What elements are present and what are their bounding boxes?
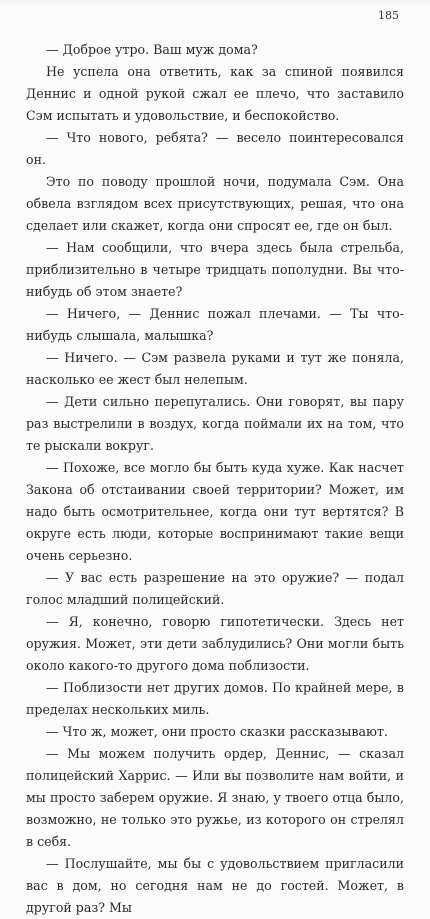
paragraph: — Дети сильно перепугались. Они говорят, вы пару раз выстрелили в воздух, когда поймали их на том, что те рыскали вокруг.	[26, 394, 404, 453]
paragraph: — Я, конечно, говорю гипотетически. Здесь нет оружия. Может, эти дети заблудились? Они могли быть около какого-то другого дома поблизости.	[26, 614, 404, 673]
paragraph: — Поблизости нет других домов. По крайней мере, в пределах нескольких миль.	[26, 680, 404, 717]
paragraph: — Мы можем получить ордер, Деннис, — сказал полицейский Харрис. — Или вы позволите нам войти, и мы просто заберем оружие. Я знаю, у твоего отца было, возможно, не только это ружье, из которого он стрелял в себя.	[26, 746, 404, 849]
body-text	[26, 39, 404, 919]
paragraph: — Что нового, ребята? — весело поинтересовался он.	[26, 130, 404, 167]
paragraph: Не успела она ответить, как за спиной появился Деннис и одной рукой сжал ее плечо, что заставило Сэм испытать и удовольствие, и беспокойство.	[26, 64, 404, 123]
paragraph: — Ничего. — Сэм развела руками и тут же поняла, насколько ее жест был нелепым.	[26, 350, 404, 387]
paragraph: — Похоже, все могло бы быть куда хуже. Как насчет Закона об отстаивании своей территории? Может, им надо быть осмотрительнее, когда они тут вертятся? В округе есть люди, которые воспринимают такие вещи очень серьезно.	[26, 460, 404, 563]
paragraph: — Доброе утро. Ваш муж дома?	[46, 42, 258, 57]
paragraph: Это по поводу прошлой ночи, подумала Сэм. Она обвела взглядом всех присутствующих, решая, что она сделает или скажет, когда они спросят ее, где он был.	[26, 174, 404, 233]
paragraph: — Нам сообщили, что вчера здесь была стрельба, приблизительно в четыре тридцать пополудни. Вы что-нибудь об этом знаете?	[26, 240, 404, 299]
page-number: 185	[378, 9, 399, 22]
paragraph: — Послушайте, мы бы с удовольствием пригласили вас в дом, но сегодня нам не до гостей. Может, в другой раз? Мы	[26, 856, 404, 915]
paragraph: — Что ж, может, они просто сказки рассказывают.	[46, 724, 388, 739]
paragraph: — Ничего, — Деннис пожал плечами. — Ты что-нибудь слышала, малышка?	[26, 306, 404, 343]
paragraph: — У вас есть разрешение на это оружие? — подал голос младший полицейский.	[26, 570, 404, 607]
